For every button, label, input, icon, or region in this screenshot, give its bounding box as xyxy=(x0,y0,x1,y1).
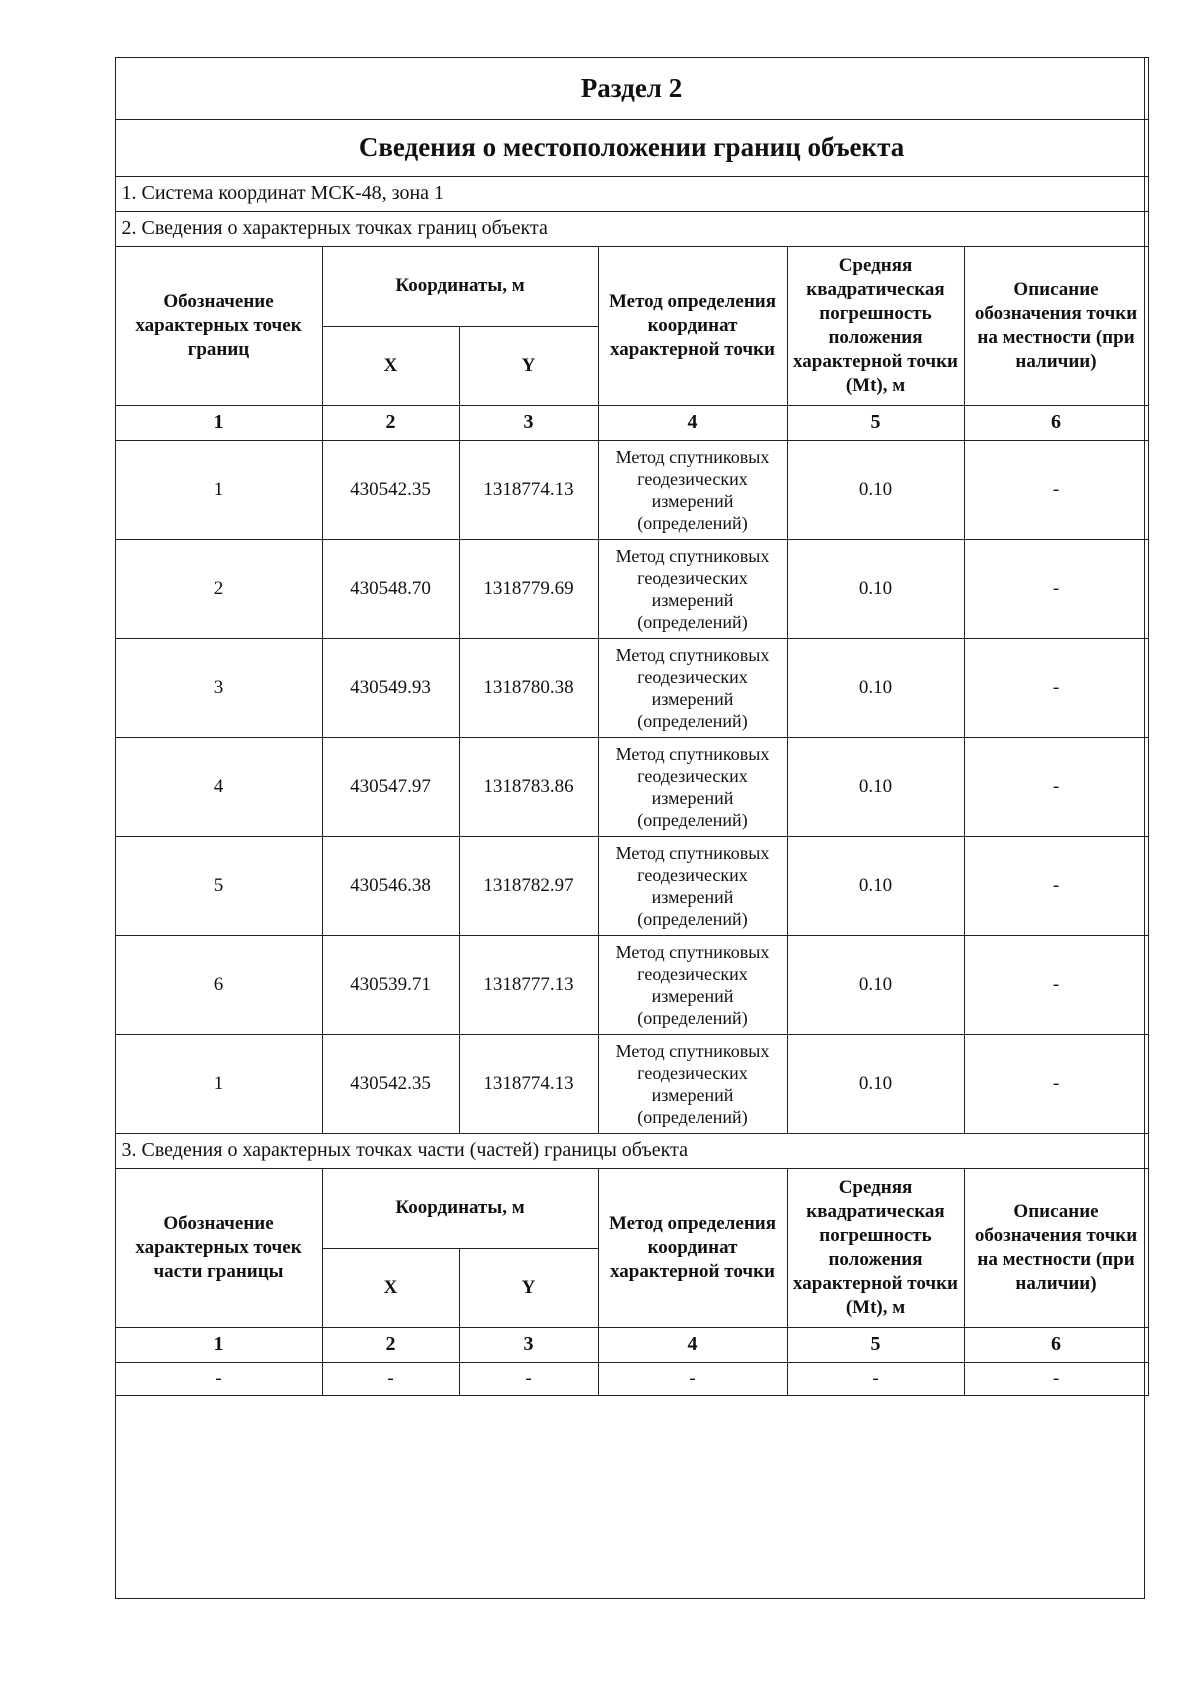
column-number: 3 xyxy=(459,1327,598,1362)
y-coordinate-cell: 1318774.13 xyxy=(459,440,598,539)
x-coordinate-cell: 430546.38 xyxy=(322,836,459,935)
section-title: Раздел 2 xyxy=(115,57,1148,119)
table-row xyxy=(115,440,1148,539)
header-point-designation: Обозначение характерных точек границ xyxy=(115,246,322,405)
header-coordinates: Координаты, м xyxy=(322,1168,598,1248)
point-id-cell: 1 xyxy=(115,1034,322,1133)
x-coordinate-cell: 430547.97 xyxy=(322,737,459,836)
column-number: 4 xyxy=(598,1327,787,1362)
column-number: 5 xyxy=(787,405,964,440)
method-cell: Метод спутниковых геодезических измерений (определений) xyxy=(598,935,787,1034)
points-table-body xyxy=(115,440,1148,1133)
x-coordinate-cell: 430542.35 xyxy=(322,1034,459,1133)
x-coordinate-cell: 430549.93 xyxy=(322,638,459,737)
y-coordinate-cell: 1318777.13 xyxy=(459,935,598,1034)
header-part-point-designation: Обозначение характерных точек части границы xyxy=(115,1168,322,1327)
header-coordinates: Координаты, м xyxy=(322,246,598,326)
table-cell: - xyxy=(459,1362,598,1395)
point-id-cell: 6 xyxy=(115,935,322,1034)
y-coordinate-cell: 1318780.38 xyxy=(459,638,598,737)
description-cell: - xyxy=(964,1034,1148,1133)
y-coordinate-cell: 1318774.13 xyxy=(459,1034,598,1133)
table-cell: - xyxy=(115,1362,322,1395)
method-cell: Метод спутниковых геодезических измерений (определений) xyxy=(598,1034,787,1133)
accuracy-cell: 0.10 xyxy=(787,539,964,638)
header-accuracy: Средняя квадратическая погрешность положения характерной точки (Mt), м xyxy=(787,1168,964,1327)
y-coordinate-cell: 1318783.86 xyxy=(459,737,598,836)
column-number: 3 xyxy=(459,405,598,440)
accuracy-cell: 0.10 xyxy=(787,935,964,1034)
point-id-cell: 5 xyxy=(115,836,322,935)
column-number: 6 xyxy=(964,1327,1148,1362)
description-cell: - xyxy=(964,638,1148,737)
accuracy-cell: 0.10 xyxy=(787,440,964,539)
description-cell: - xyxy=(964,737,1148,836)
y-coordinate-cell: 1318779.69 xyxy=(459,539,598,638)
point-id-cell: 1 xyxy=(115,440,322,539)
column-number: 2 xyxy=(322,1327,459,1362)
header-x: X xyxy=(322,1248,459,1327)
point-id-cell: 4 xyxy=(115,737,322,836)
header-description: Описание обозначения точки на местности (при наличии) xyxy=(964,1168,1148,1327)
points-section-label: 2. Сведения о характерных точках границ объекта xyxy=(115,211,1148,246)
method-cell: Метод спутниковых геодезических измерений (определений) xyxy=(598,539,787,638)
header-method: Метод определения координат характерной точки xyxy=(598,1168,787,1327)
point-id-cell: 2 xyxy=(115,539,322,638)
column-number: 1 xyxy=(115,1327,322,1362)
table-row xyxy=(115,638,1148,737)
header-description: Описание обозначения точки на местности (при наличии) xyxy=(964,246,1148,405)
table-cell: - xyxy=(322,1362,459,1395)
document-frame xyxy=(115,57,1145,1599)
parts-table-row xyxy=(115,1362,1148,1395)
section-subtitle: Сведения о местоположении границ объекта xyxy=(115,119,1148,176)
column-number: 6 xyxy=(964,405,1148,440)
description-cell: - xyxy=(964,836,1148,935)
header-accuracy: Средняя квадратическая погрешность положения характерной точки (Mt), м xyxy=(787,246,964,405)
description-cell: - xyxy=(964,935,1148,1034)
description-cell: - xyxy=(964,539,1148,638)
table-cell: - xyxy=(598,1362,787,1395)
header-x: X xyxy=(322,326,459,405)
accuracy-cell: 0.10 xyxy=(787,638,964,737)
table-row xyxy=(115,836,1148,935)
accuracy-cell: 0.10 xyxy=(787,1034,964,1133)
column-number: 1 xyxy=(115,405,322,440)
method-cell: Метод спутниковых геодезических измерений (определений) xyxy=(598,836,787,935)
column-number: 4 xyxy=(598,405,787,440)
table-row xyxy=(115,737,1148,836)
column-number: 2 xyxy=(322,405,459,440)
description-cell: - xyxy=(964,440,1148,539)
coordinate-system-line: 1. Система координат МСК-48, зона 1 xyxy=(115,176,1148,211)
method-cell: Метод спутниковых геодезических измерений (определений) xyxy=(598,440,787,539)
column-number: 5 xyxy=(787,1327,964,1362)
x-coordinate-cell: 430542.35 xyxy=(322,440,459,539)
table-cell: - xyxy=(964,1362,1148,1395)
table-row xyxy=(115,539,1148,638)
accuracy-cell: 0.10 xyxy=(787,737,964,836)
header-method: Метод определения координат характерной точки xyxy=(598,246,787,405)
table-row xyxy=(115,935,1148,1034)
accuracy-cell: 0.10 xyxy=(787,836,964,935)
table-cell: - xyxy=(787,1362,964,1395)
parts-section-label: 3. Сведения о характерных точках части (частей) границы объекта xyxy=(115,1133,1148,1168)
header-y: Y xyxy=(459,1248,598,1327)
method-cell: Метод спутниковых геодезических измерений (определений) xyxy=(598,638,787,737)
table-row xyxy=(115,1034,1148,1133)
section-table xyxy=(115,57,1149,1396)
point-id-cell: 3 xyxy=(115,638,322,737)
x-coordinate-cell: 430548.70 xyxy=(322,539,459,638)
y-coordinate-cell: 1318782.97 xyxy=(459,836,598,935)
x-coordinate-cell: 430539.71 xyxy=(322,935,459,1034)
header-y: Y xyxy=(459,326,598,405)
method-cell: Метод спутниковых геодезических измерений (определений) xyxy=(598,737,787,836)
